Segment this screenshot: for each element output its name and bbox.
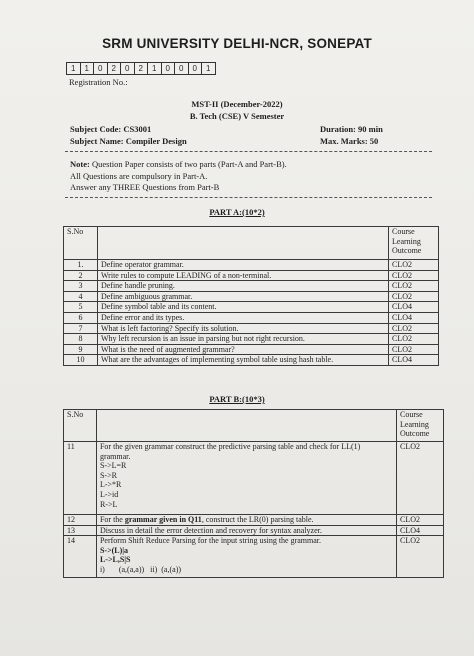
max-marks: Max. Marks: 50 [320, 136, 379, 146]
table-row [64, 536, 444, 578]
question-number: 8 [64, 334, 98, 345]
question-number: 14 [64, 536, 97, 578]
question-number: 2 [64, 270, 98, 281]
outcome-header: Course Learning Outcome [389, 227, 439, 260]
question-number: 11 [64, 442, 97, 515]
question-text: Define error and its types. [97, 312, 388, 323]
course-outcome: CLO2 [397, 536, 444, 578]
question-text: Why left recursion is an issue in parsing but not right recursion. [97, 334, 388, 345]
course-outcome: CLO2 [389, 334, 439, 345]
table-row [64, 442, 444, 515]
question-text: Discuss in detail the error detection and recovery for syntax analyzer. [96, 525, 396, 536]
course-outcome: CLO2 [389, 260, 439, 271]
exam-title: MST-II (December-2022) [191, 99, 283, 109]
registration-digit-box: 0 [174, 62, 189, 75]
table-row [64, 260, 439, 271]
question-text: For the grammar given in Q11, construct the LR(0) parsing table. [96, 515, 396, 526]
subject-code: Subject Code: CS3001 [70, 124, 152, 134]
question-text: Define ambiguous grammar. [97, 291, 388, 302]
table-row [64, 344, 439, 355]
table-row [64, 323, 439, 334]
course-outcome: CLO2 [389, 323, 439, 334]
question-number: 9 [64, 344, 98, 355]
question-text: Define handle pruning. [97, 281, 388, 292]
part-b-title: PART B:(10*3) [209, 394, 265, 404]
registration-digit-box: 1 [201, 62, 216, 75]
table-header-row [64, 227, 439, 260]
part-b-table [63, 409, 444, 578]
table-row [64, 525, 444, 536]
outcome-header: Course Learning Outcome [397, 410, 444, 442]
question-text: What is left factoring? Specify its solution. [97, 323, 388, 334]
registration-digit-box: 0 [93, 62, 108, 75]
question-text: Write rules to compute LEADING of a non-terminal. [97, 270, 388, 281]
question-number: 10 [64, 355, 98, 366]
question-text: Perform Shift Reduce Parsing for the input string using the grammar. S->(L)|a L->L,S|S i) (a,(a,a)) ii) (a,(a)) [96, 536, 396, 578]
question-number: 1. [64, 260, 98, 271]
registration-digit-box: 1 [66, 62, 81, 75]
table-row [64, 281, 439, 292]
course-outcome: CLO2 [397, 442, 444, 515]
divider [65, 151, 432, 152]
registration-number-boxes [66, 62, 215, 75]
table-row [64, 302, 439, 313]
registration-digit-box: 1 [80, 62, 95, 75]
course-outcome: CLO4 [397, 525, 444, 536]
registration-digit-box: 0 [120, 62, 135, 75]
question-number: 3 [64, 281, 98, 292]
question-number: 7 [64, 323, 98, 334]
question-text: For the given grammar construct the predictive parsing table and check for LL(1) grammar. S->L=R S->R L->*R L->id R->L [96, 442, 396, 515]
sno-header: S.No [64, 227, 98, 260]
question-number: 6 [64, 312, 98, 323]
part-a-table [63, 226, 439, 366]
course-title: B. Tech (CSE) V Semester [189, 111, 285, 121]
question-text: Define operator grammar. [97, 260, 388, 271]
course-outcome: CLO2 [389, 270, 439, 281]
question-number: 4 [64, 291, 98, 302]
question-number: 5 [64, 302, 98, 313]
registration-digit-box: 1 [147, 62, 162, 75]
course-outcome: CLO2 [389, 291, 439, 302]
table-header-row [64, 410, 444, 442]
course-outcome: CLO4 [389, 312, 439, 323]
table-row [64, 291, 439, 302]
registration-digit-box: 2 [134, 62, 149, 75]
part-a-title: PART A:(10*2) [209, 207, 265, 217]
question-number: 12 [64, 515, 97, 526]
registration-label: Registration No.: [69, 77, 128, 87]
question-text: Define symbol table and its content. [97, 302, 388, 313]
sno-header: S.No [64, 410, 97, 442]
table-row [64, 312, 439, 323]
note-line-1: Note: Question Paper consists of two parts (Part-A and Part-B). [70, 159, 287, 169]
question-text: What is the need of augmented grammar? [97, 344, 388, 355]
table-row [64, 270, 439, 281]
course-outcome: CLO2 [397, 515, 444, 526]
table-row [64, 355, 439, 366]
registration-digit-box: 0 [188, 62, 203, 75]
table-row [64, 334, 439, 345]
note-prefix: Note: [70, 159, 90, 169]
university-name: SRM UNIVERSITY DELHI-NCR, SONEPAT [102, 36, 372, 51]
question-number: 13 [64, 525, 97, 536]
note-line-2: All Questions are compulsory in Part-A. [70, 171, 208, 181]
course-outcome: CLO4 [389, 302, 439, 313]
course-outcome: CLO4 [389, 355, 439, 366]
question-text: What are the advantages of implementing symbol table using hash table. [97, 355, 388, 366]
divider [65, 197, 432, 198]
note-line-3: Answer any THREE Questions from Part-B [70, 182, 220, 192]
course-outcome: CLO2 [389, 344, 439, 355]
course-outcome: CLO2 [389, 281, 439, 292]
table-row [64, 515, 444, 526]
subject-name: Subject Name: Compiler Design [70, 136, 187, 146]
duration: Duration: 90 min [320, 124, 383, 134]
registration-digit-box: 0 [161, 62, 176, 75]
registration-digit-box: 2 [107, 62, 122, 75]
